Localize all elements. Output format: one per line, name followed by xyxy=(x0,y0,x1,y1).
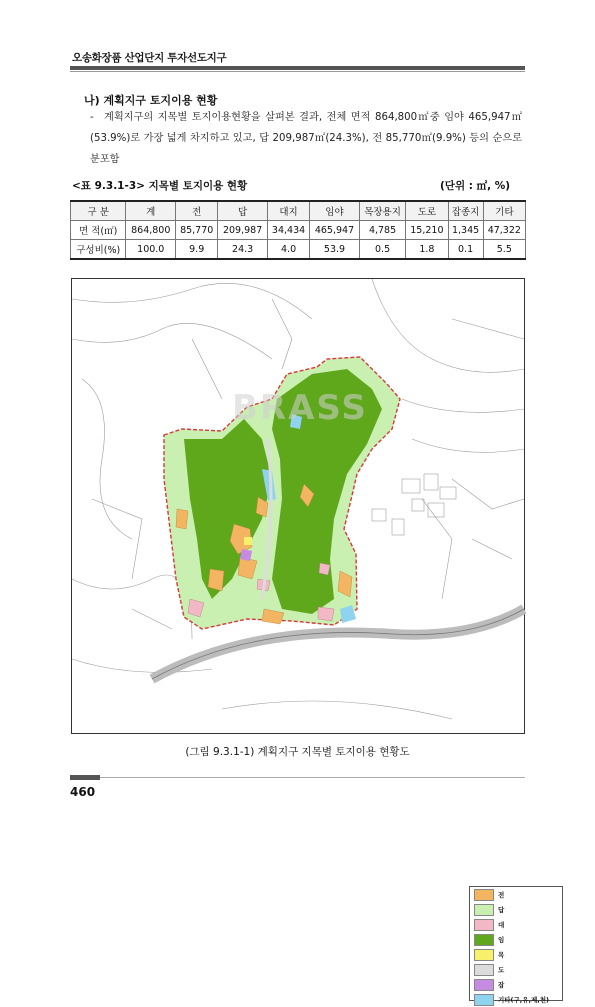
legend-swatch xyxy=(474,949,494,961)
legend-swatch xyxy=(474,979,494,991)
legend-item xyxy=(474,962,562,977)
running-header-title: 오송화장품 산업단지 투자선도지구 xyxy=(72,52,227,64)
table-caption: <표 9.3.1-3> 지목별 토지이용 현황 xyxy=(72,180,248,192)
table-header-cell: 기타 xyxy=(483,201,525,221)
legend-label: 전 xyxy=(498,891,505,899)
map-drawing xyxy=(72,279,524,733)
table-cell: 9.9 xyxy=(176,240,218,260)
table-cell: 0.5 xyxy=(359,240,405,260)
legend-item xyxy=(474,902,562,917)
paragraph-text: 계획지구의 지목별 토지이용현황을 살펴본 결과, 전체 면적 864,800㎡중 임야 465,947㎡(53.9%)로 가장 넓게 차지하고 있고, 답 209,987㎡(24.3%), 전 85,770㎡(9.9%) 등의 순으로 분포함 xyxy=(90,112,522,165)
watermark-logo: BRASS xyxy=(232,388,368,428)
legend-swatch xyxy=(474,964,494,976)
legend-label: 잡 xyxy=(498,981,505,989)
table-cell: 1.8 xyxy=(406,240,448,260)
table-cell: 4,785 xyxy=(359,221,405,240)
legend-swatch xyxy=(474,934,494,946)
table-cell: 면 적(㎡) xyxy=(71,221,126,240)
table-cell: 100.0 xyxy=(126,240,176,260)
table-cell: 5.5 xyxy=(483,240,525,260)
legend-label: 도 xyxy=(498,966,505,974)
legend-swatch xyxy=(474,904,494,916)
table-cell: 465,947 xyxy=(310,221,360,240)
legend-item xyxy=(474,917,562,932)
table-cell: 47,322 xyxy=(483,221,525,240)
table-header-cell: 계 xyxy=(126,201,176,221)
table-header-cell: 임야 xyxy=(310,201,360,221)
body-paragraph xyxy=(90,107,522,170)
legend-swatch xyxy=(474,994,494,1006)
legend-item xyxy=(474,947,562,962)
table-header-cell: 잡종지 xyxy=(448,201,483,221)
header-rule xyxy=(70,66,525,70)
section-heading: 나) 계획지구 토지이용 현황 xyxy=(84,94,218,107)
legend-swatch xyxy=(474,919,494,931)
table-cell: 15,210 xyxy=(406,221,448,240)
page-number: 460 xyxy=(70,785,96,799)
header-rule-thin xyxy=(70,71,525,72)
figure-caption: (그림 9.3.1-1) 계획지구 지목별 토지이용 현황도 xyxy=(185,746,410,758)
legend-label: 대 xyxy=(498,921,505,929)
legend-item xyxy=(474,887,562,902)
table-row xyxy=(71,240,526,260)
legend-item xyxy=(474,977,562,992)
table-unit: (단위 : ㎡, %) xyxy=(440,180,511,192)
table-cell: 85,770 xyxy=(176,221,218,240)
legend-item xyxy=(474,932,562,947)
table-header-cell: 전 xyxy=(176,201,218,221)
table-cell: 209,987 xyxy=(218,221,268,240)
bullet-dash: - xyxy=(90,112,94,123)
legend-label: 답 xyxy=(498,906,505,914)
table-cell: 1,345 xyxy=(448,221,483,240)
ranch-patch xyxy=(244,537,252,545)
table-header-cell: 도로 xyxy=(406,201,448,221)
table-cell: 4.0 xyxy=(267,240,309,260)
map-legend xyxy=(469,886,563,1004)
table-cell: 34,434 xyxy=(267,221,309,240)
footer-rule-thin xyxy=(100,777,525,778)
legend-label: 기타(구,유,제,천) xyxy=(498,996,550,1004)
legend-item xyxy=(474,992,562,1007)
legend-label: 임 xyxy=(498,936,505,944)
east-parcels xyxy=(372,474,456,535)
table-row xyxy=(71,221,526,240)
land-use-table xyxy=(70,200,526,260)
table-cell: 53.9 xyxy=(310,240,360,260)
table-header-cell: 목장용지 xyxy=(359,201,405,221)
table-cell: 0.1 xyxy=(448,240,483,260)
legend-swatch xyxy=(474,889,494,901)
table-header-cell: 구 분 xyxy=(71,201,126,221)
misc-patch xyxy=(240,549,252,561)
table-cell: 864,800 xyxy=(126,221,176,240)
table-header-cell: 대지 xyxy=(267,201,309,221)
footer-rule xyxy=(70,775,100,780)
table-header-cell: 답 xyxy=(218,201,268,221)
table-header-row xyxy=(71,201,526,221)
legend-label: 목 xyxy=(498,951,505,959)
table-cell: 구성비(%) xyxy=(71,240,126,260)
table-cell: 24.3 xyxy=(218,240,268,260)
